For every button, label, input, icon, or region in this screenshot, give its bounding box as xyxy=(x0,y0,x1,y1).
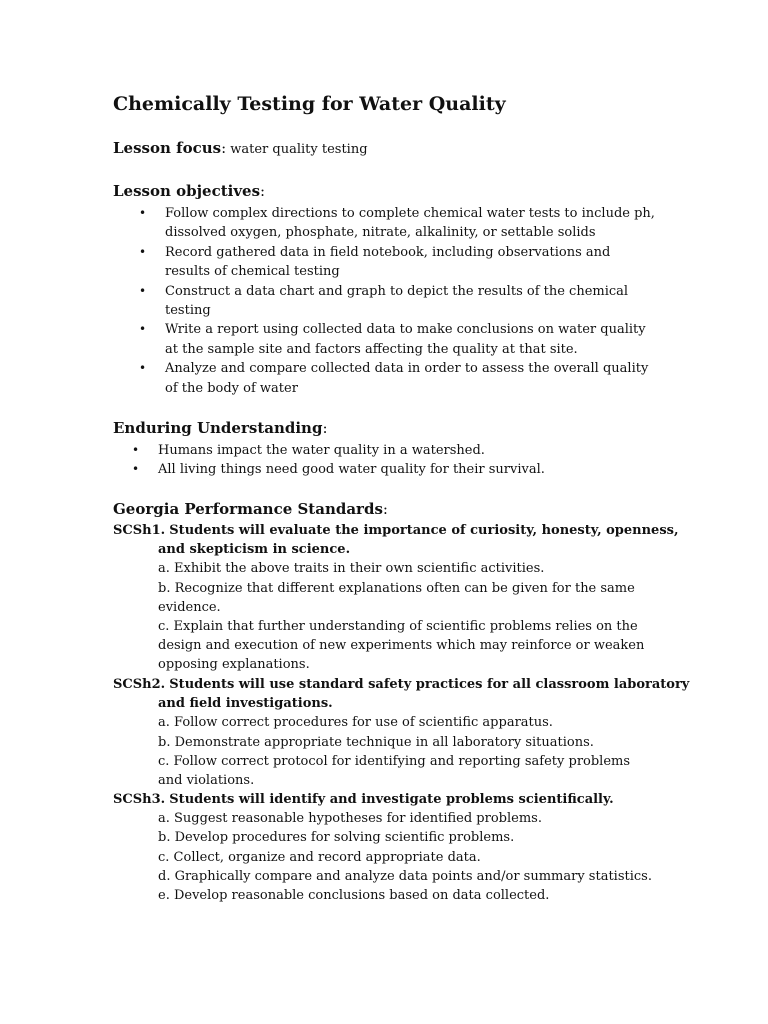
list-item xyxy=(132,460,652,479)
standard-sub-item: a. Suggest reasonable hypotheses for identified problems. xyxy=(158,811,542,827)
standard-statement-cont: and skepticism in science. xyxy=(158,542,351,558)
understanding-label: Enduring Understanding xyxy=(113,419,323,437)
objectives-heading xyxy=(113,182,265,200)
list-item xyxy=(139,243,659,282)
list-item-text: Follow complex directions to complete chemical water tests to include ph, dissolved oxygen, phosphate, nitrate, alkalinity, or settable solids xyxy=(165,206,655,241)
standard-sub-item: d. Graphically compare and analyze data points and/or summary statistics. xyxy=(158,868,652,884)
list-item xyxy=(139,320,659,359)
standard-sub-item: a. Exhibit the above traits in their own scientific activities. xyxy=(158,561,545,577)
standards-heading xyxy=(113,500,388,518)
list-item xyxy=(132,441,652,460)
bullet-icon: • xyxy=(139,244,147,259)
list-item-text: Write a report using collected data to make conclusions on water quality at the sample site and factors affecting the quality at that site. xyxy=(165,322,646,357)
list-item-text: Construct a data chart and graph to depict the results of the chemical testing xyxy=(165,283,629,319)
bullet-icon: • xyxy=(139,322,147,337)
standard-sub-item: b. Demonstrate appropriate technique in all laboratory situations. xyxy=(158,734,594,750)
list-item-text: All living things need good water quality for their survival. xyxy=(158,462,545,478)
standard-statement: Students will identify and investigate problems scientifically. xyxy=(169,792,614,807)
standard-scsh3 xyxy=(113,790,658,905)
bullet-icon: • xyxy=(132,462,140,477)
standard-code: SCSh1. xyxy=(113,523,166,538)
lesson-focus-label: Lesson focus xyxy=(113,139,222,157)
standard-scsh1 xyxy=(113,521,679,675)
standard-statement: Students will use standard safety practices for all classroom laboratory xyxy=(169,677,690,692)
objectives-colon: : xyxy=(260,182,266,200)
bullet-icon: • xyxy=(132,443,140,457)
standard-statement-cont: and field investigations. xyxy=(158,696,333,712)
standard-sub-item: c. Collect, organize and record appropriate data. xyxy=(158,849,481,865)
standard-sub-item: b. Develop procedures for solving scientific problems. xyxy=(158,830,515,846)
bullet-icon: • xyxy=(139,206,147,220)
list-item xyxy=(139,282,659,321)
standard-code: SCSh3. xyxy=(113,792,166,807)
understanding-heading xyxy=(113,419,328,437)
standard-sub-item: c. Explain that further understanding of scientific problems relies on the design and execution of new experiments which may reinforce or weaken opposing explanations. xyxy=(158,619,645,673)
lesson-focus-value: water quality testing xyxy=(226,142,368,157)
bullet-icon: • xyxy=(139,361,147,376)
standard-sub-item: c. Follow correct protocol for identifying and reporting safety problems and violations. xyxy=(158,753,631,789)
standard-code: SCSh2. xyxy=(113,677,166,692)
list-item-text: Analyze and compare collected data in order to assess the overall quality of the body of water xyxy=(165,361,649,396)
document-title: Chemically Testing for Water Quality xyxy=(113,93,506,115)
lesson-focus-colon: : xyxy=(221,139,227,157)
standards-label: Georgia Performance Standards xyxy=(113,500,383,518)
standard-statement: Students will evaluate the importance of curiosity, honesty, openness, xyxy=(169,523,679,538)
list-item-text: Record gathered data in field notebook, including observations and results of chemical testing xyxy=(165,244,611,280)
standard-scsh2 xyxy=(113,675,690,790)
standard-sub-item: a. Follow correct procedures for use of scientific apparatus. xyxy=(158,715,553,731)
standard-sub-item: b. Recognize that different explanations often can be given for the same evidence. xyxy=(158,580,635,615)
lesson-focus-line xyxy=(113,139,368,157)
objectives-label: Lesson objectives xyxy=(113,182,261,200)
list-item xyxy=(139,359,659,398)
list-item-text: Humans impact the water quality in a watershed. xyxy=(158,443,485,458)
standard-sub-item: e. Develop reasonable conclusions based on data collected. xyxy=(158,888,550,904)
understanding-list xyxy=(132,441,652,480)
objectives-list xyxy=(139,204,659,398)
understanding-colon: : xyxy=(322,419,328,437)
bullet-icon: • xyxy=(139,283,147,298)
list-item xyxy=(139,204,659,243)
standards-colon: : xyxy=(382,500,388,518)
